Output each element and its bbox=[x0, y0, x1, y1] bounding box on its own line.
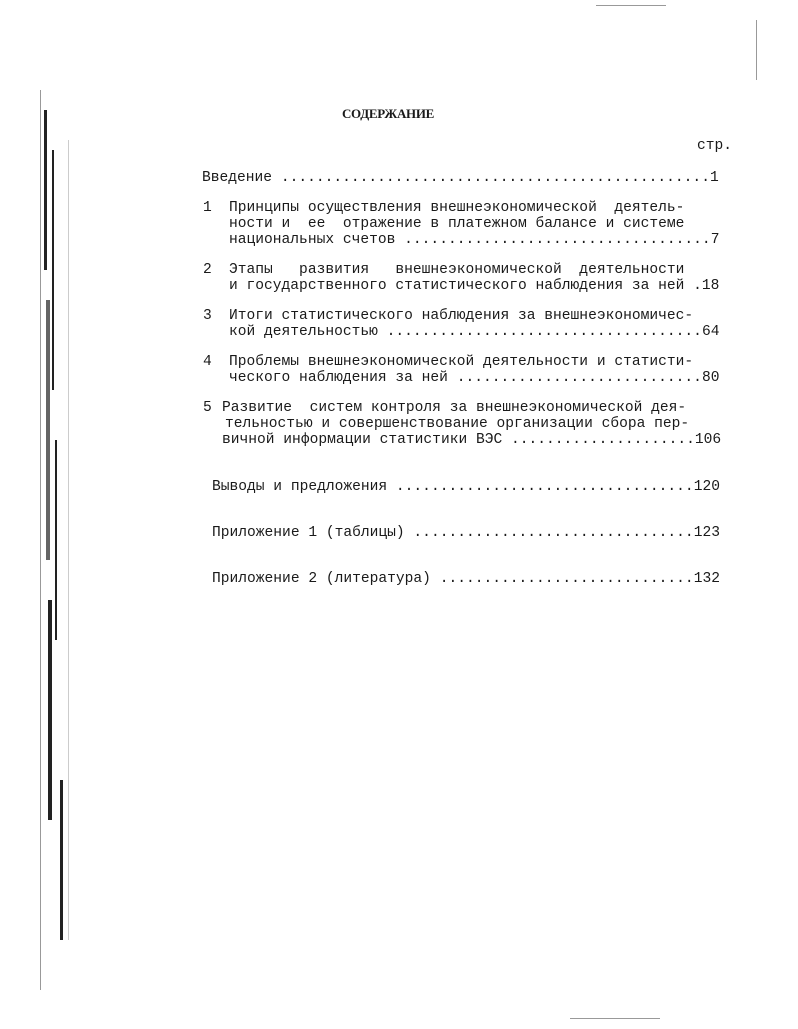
dot-leader: .................................... bbox=[377, 324, 702, 340]
entry-title: Выводы и предложения bbox=[212, 479, 388, 495]
entry-line: ности и ее отражение в платежном балансе и системе bbox=[229, 216, 685, 232]
dot-leader: .................................. bbox=[387, 479, 694, 495]
chapter-number: 3 bbox=[203, 308, 212, 324]
page-number: 106 bbox=[694, 432, 722, 448]
page-title: СОДЕРЖАНИЕ bbox=[341, 106, 435, 121]
entry-line: тельностью и совершенствование организации сбора пер- bbox=[225, 416, 690, 432]
page-number: 7 bbox=[710, 232, 720, 248]
page-number: 80 bbox=[701, 370, 720, 386]
chapter-number: 4 bbox=[203, 354, 212, 370]
entry-title: Введение bbox=[202, 170, 273, 186]
entry-line: вичной информации статистики ВЭС bbox=[222, 432, 503, 448]
entry-line: Проблемы внешнеэкономической деятельности и статисти- bbox=[229, 354, 694, 370]
dot-leader: . bbox=[684, 278, 702, 294]
chapter-number: 2 bbox=[203, 262, 212, 278]
entry-line: Принципы осуществления внешнеэкономической деятель- bbox=[229, 200, 685, 216]
page-number: 1 bbox=[709, 170, 719, 186]
entry-title: Приложение 2 (литература) bbox=[212, 571, 431, 587]
entry-line: Этапы развития внешнеэкономической деятельности bbox=[229, 262, 685, 278]
page-column-label: стр. bbox=[697, 138, 733, 154]
toc-entry-appendix-1[interactable] bbox=[212, 525, 720, 541]
dot-leader: ............................. bbox=[430, 571, 694, 587]
dot-leader: ................................... bbox=[395, 232, 711, 248]
toc-entry-chapter-2[interactable] bbox=[203, 262, 719, 294]
entry-line: Итоги статистического наблюдения за внешнеэкономичес- bbox=[229, 308, 694, 324]
toc-entry-chapter-4[interactable] bbox=[203, 354, 719, 386]
dot-leader: ................................ bbox=[404, 525, 694, 541]
toc-entry-appendix-2[interactable] bbox=[212, 571, 720, 587]
entry-line: Развитие систем контроля за внешнеэкономической дея- bbox=[222, 400, 687, 416]
entry-line: ческого наблюдения за ней bbox=[229, 370, 448, 386]
dot-leader: ..................... bbox=[502, 432, 695, 448]
chapter-number: 1 bbox=[203, 200, 212, 216]
toc-entry-chapter-5[interactable] bbox=[203, 400, 721, 448]
entry-line: кой деятельностью bbox=[229, 324, 378, 340]
page-number: 132 bbox=[693, 571, 720, 587]
page-number: 123 bbox=[693, 525, 720, 541]
toc-entry-conclusions[interactable] bbox=[212, 479, 720, 495]
toc-entry-intro[interactable] bbox=[202, 170, 719, 186]
dot-leader: ................................................. bbox=[272, 170, 710, 186]
chapter-number: 5 bbox=[203, 400, 212, 416]
page-number: 64 bbox=[701, 324, 720, 340]
toc-entry-chapter-3[interactable] bbox=[203, 308, 719, 340]
toc-entry-chapter-1[interactable] bbox=[203, 200, 719, 248]
entry-line: и государственного статистического наблюдения за ней bbox=[229, 278, 685, 294]
entry-line: национальных счетов bbox=[229, 232, 396, 248]
page-number: 18 bbox=[701, 278, 720, 294]
entry-title: Приложение 1 (таблицы) bbox=[212, 525, 405, 541]
dot-leader: ............................ bbox=[447, 370, 702, 386]
page-number: 120 bbox=[693, 479, 720, 495]
